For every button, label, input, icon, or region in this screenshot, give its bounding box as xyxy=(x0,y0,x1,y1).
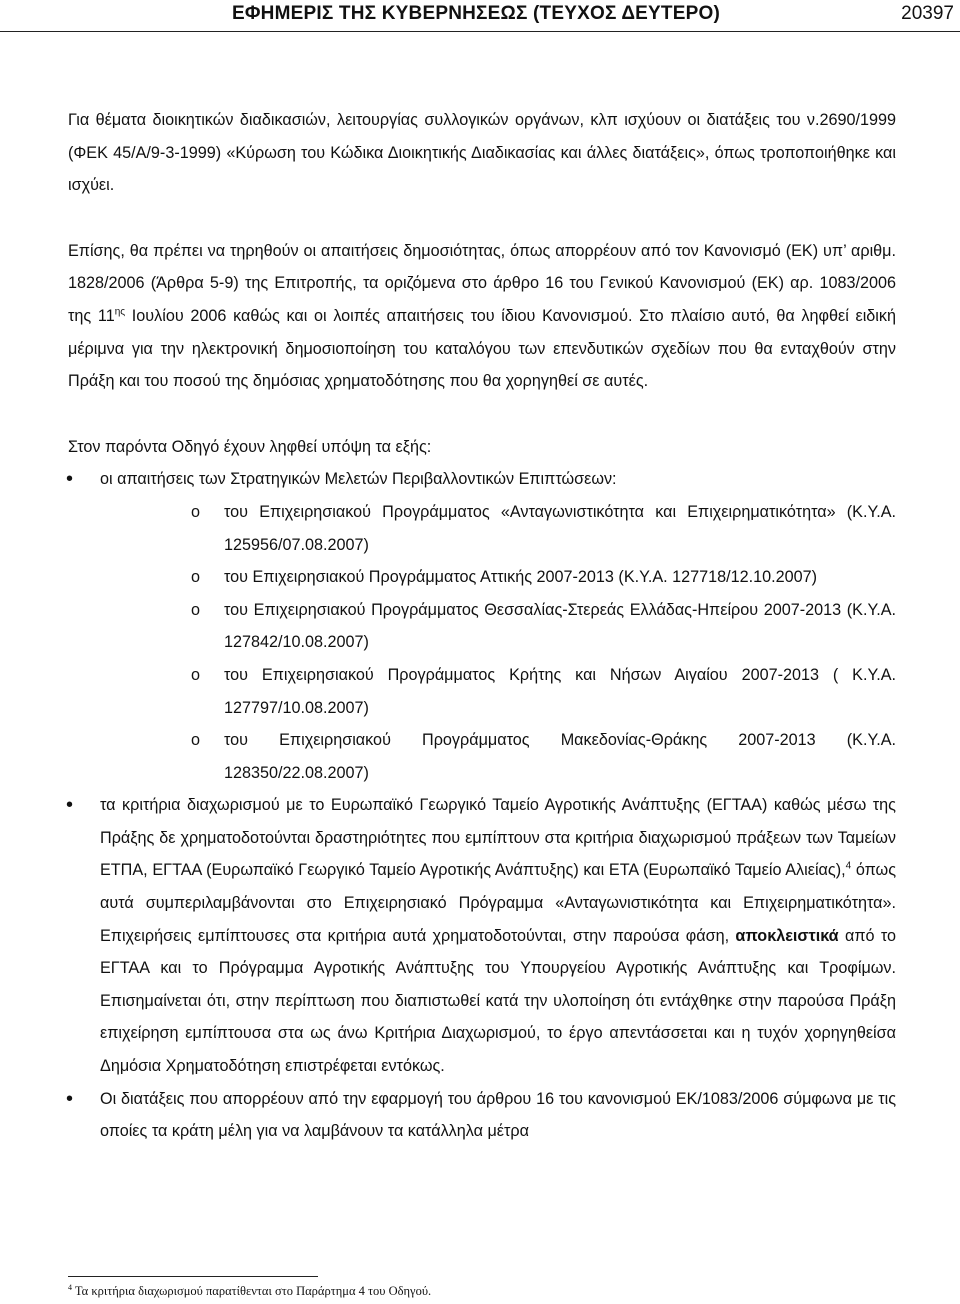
paragraph-publicity-requirements: Επίσης, θα πρέπει να τηρηθούν οι απαιτήσεις δημοσιότητας, όπως απορρέουν από τον Κανονισμό (ΕΚ) υπ’ αριθμ. 1828/2006 (Άρθρα 5-9) της Επιτροπής, τα οριζόμενα στο άρθρο 16 του Γενικού Κανονισμού (ΕΚ) αρ. 1083/2006 της $11^{\eta\varsigma}$ Ιουλίου 2006 καθώς και οι λοιπές απαιτήσεις του ίδιου Κανονισμού. Στο πλαίσιο αυτό, θα ληφθεί ειδική μέριμνα για την ηλεκτρονική δημοσιοποίηση του καταλόγου των επενδυτικών σχεδίων που θα ενταχθούν στην Πράξη και του ποσού της δημόσιας χρηματοδότησης που θα χορηγηθεί σε αυτές. xyxy=(68,241,897,391)
document-body xyxy=(68,104,896,1148)
sub-item-competitiveness: o του Επιχειρησιακού Προγράμματος «Ανταγωνιστικότητα και Επιχειρηματικότητα» (Κ.Υ.Α. 125956/07.08.2007) xyxy=(191,496,896,561)
paragraph-guide-considerations: Στον παρόντα Οδηγό έχουν ληφθεί υπόψη τα εξής: xyxy=(68,437,432,456)
footnote-number: 4 xyxy=(68,1282,72,1292)
page-header xyxy=(0,0,960,34)
footnote: $^4$ Τα κριτήρια διαχωρισμού παρατίθενται στο Παράρτημα 4 του Οδηγού. xyxy=(68,1282,432,1298)
paragraph-admin-procedures: Για θέματα διοικητικών διαδικασιών, λειτουργίας συλλογικών οργάνων, κλπ ισχύουν οι διατάξεις του ν.2690/1999 (ΦΕΚ 45/Α/9-3-1999) «Κύρωση του Κώδικα Διοικητικής Διαδικασίας και άλλες διατάξεις», όπως τροποποιήθηκε και ισχύει. xyxy=(68,111,896,195)
sub-item-crete: o του Επιχειρησιακού Προγράμματος Κρήτης και Νήσων Αιγαίου 2007-2013 ( Κ.Υ.Α. 127797/10.08.2007) xyxy=(191,659,896,724)
page-number: 20397 xyxy=(901,3,954,24)
gazette-title: ΕΦΗΜΕΡΙΣ ΤΗΣ ΚΥΒΕΡΝΗΣΕΩΣ (ΤΕΥΧΟΣ ΔΕΥΤΕΡΟ) xyxy=(232,3,720,24)
sub-item-attica: o του Επιχειρησιακού Προγράμματος Αττικής 2007-2013 (Κ.Υ.Α. 127718/12.10.2007) xyxy=(191,561,896,594)
footnote-divider xyxy=(68,1276,318,1277)
ordinal-superscript: ης xyxy=(114,306,126,318)
emphasis-exclusively: αποκλειστικά xyxy=(735,926,839,945)
header-divider xyxy=(0,31,960,32)
bullet-separation-criteria: • τα κριτήρια διαχωρισμού με το Ευρωπαϊκό Γεωργικό Ταμείο Αγροτικής Ανάπτυξης (ΕΓΤΑΑ) καθώς μέσω της Πράξης δε χρηματοδοτούνται δραστηριότητες που εμπίπτουν στα κριτήρια διαχωρισμού πράξεων των Ταμείων ΕΤΠΑ, ΕΓΤΑΑ (Ευρωπαϊκό Γεωργικό Ταμείο Αγροτικής Ανάπτυξης) και ΕΤΑ (Ευρωπαϊκό Ταμείο Αλιείας),$^4$ όπως αυτά συμπεριλαμβάνονται στο Επιχειρησιακό Πρόγραμμα «Ανταγωνιστικότητα και Επιχειρηματικότητα». Επιχειρήσεις εμπίπτουσες στα κριτήρια αυτά χρηματοδοτούνται, στην παρούσα φάση, αποκλειστικά από το ΕΓΤΑΑ και το Πρόγραμμα Αγροτικής Ανάπτυξης του Υπουργείου Αγροτικής Ανάπτυξης και Τροφίμων. Επισημαίνεται ότι, στην περίπτωση που διαπιστωθεί κατά την υλοποίηση ότι εντάχθηκε στην παρούσα Πράξη επιχείρηση εμπίπτουσα στα ως άνω Κριτήρια Διαχωρισμού, το έργο απεντάσσεται και η τυχόν χορηγηθείσα Δημόσια Χρηματοδότηση επιστρέφεται εντόκως. xyxy=(68,789,896,1082)
bullet-environmental-studies: • οι απαιτήσεις των Στρατηγικών Μελετών Περιβαλλοντικών Επιπτώσεων: xyxy=(68,463,896,496)
sub-item-macedonia: o του Επιχειρησιακού Προγράμματος Μακεδονίας-Θράκης 2007-2013 (Κ.Υ.Α. 128350/22.08.2007) xyxy=(191,724,896,789)
bullet-article-16: • Οι διατάξεις που απορρέουν από την εφαρμογή του άρθρου 16 του κανονισμού ΕΚ/1083/2006 σύμφωνα με τις οποίες τα κράτη μέλη για να λαμβάνουν τα κατάλληλα μέτρα xyxy=(68,1083,896,1148)
sub-item-thessaly: o του Επιχειρησιακού Προγράμματος Θεσσαλίας-Στερεάς Ελλάδας-Ηπείρου 2007-2013 (Κ.Υ.Α. 127842/10.08.2007) xyxy=(191,594,896,659)
footnote-reference[interactable]: 4 xyxy=(845,861,852,873)
